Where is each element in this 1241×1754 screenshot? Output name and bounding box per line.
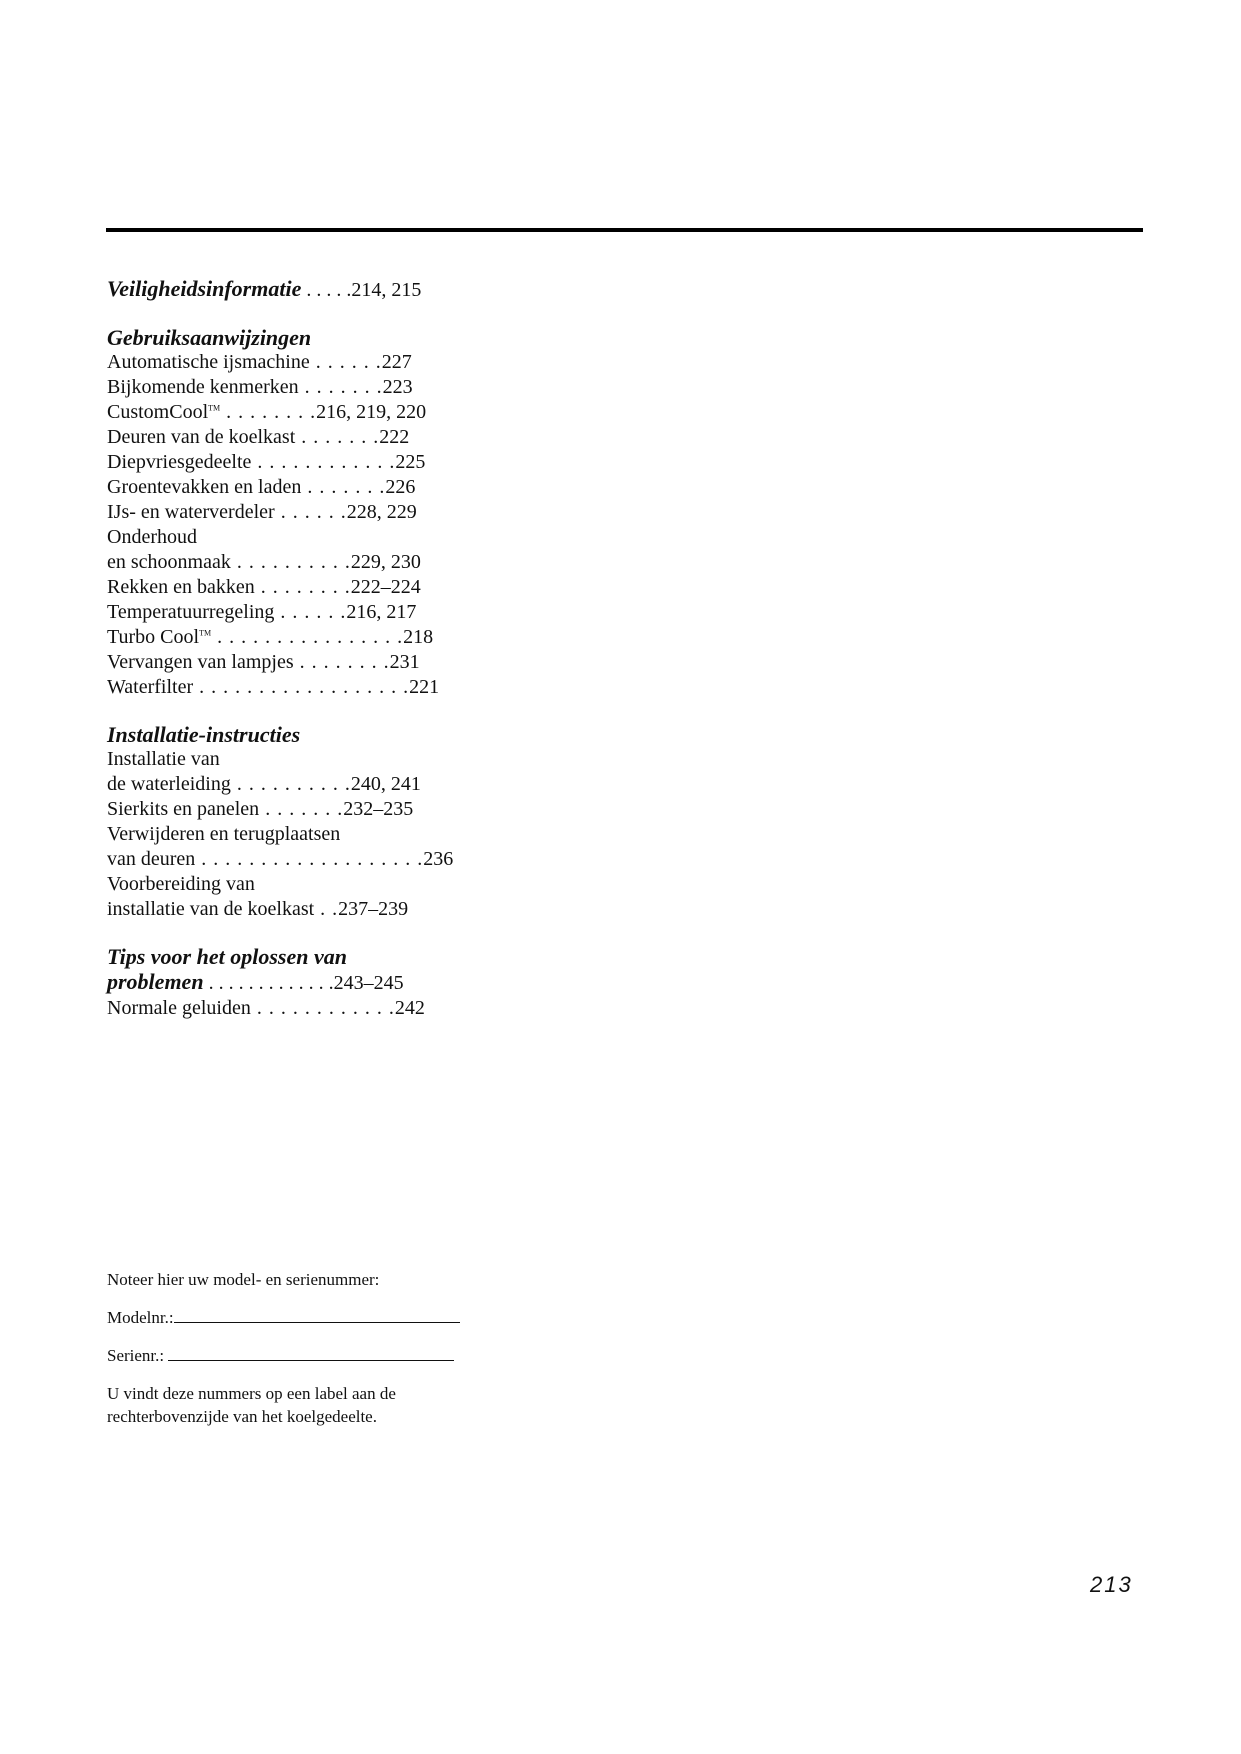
- entry-label: Normale geluiden: [107, 997, 251, 1019]
- toc-entry: [107, 772, 467, 797]
- entry-label: CustomCool: [107, 401, 209, 423]
- toc-entry-first-line: [107, 747, 467, 772]
- leader-dots: . . . . . . .: [295, 426, 380, 448]
- leader-dots: . . . . . . . . . .: [230, 773, 351, 795]
- page-ref: 228, 229: [346, 501, 417, 523]
- section-safety: [107, 276, 467, 303]
- entry-label: Vervangen van lampjes: [107, 651, 294, 673]
- usage-heading: Gebruiksaanwijzingen: [107, 325, 312, 350]
- page-ref: 222: [379, 426, 410, 448]
- toc-entry: [107, 425, 467, 450]
- leader-dots: . . . . . . . . . . . . . . . . . . .: [195, 848, 424, 870]
- leader-dots: . . . . .: [301, 279, 352, 301]
- toc-entry: [107, 400, 467, 425]
- page-number: 213: [1090, 1572, 1133, 1597]
- entry-label: Onderhoud: [107, 526, 197, 548]
- entry-label: Turbo Cool: [107, 626, 200, 648]
- page-ref: 237–239: [338, 898, 409, 920]
- entry-label: Deuren van de koelkast: [107, 426, 296, 448]
- entry-label: Voorbereiding van: [107, 873, 255, 895]
- entry-label: Verwijderen en terugplaatsen: [107, 823, 341, 845]
- page-ref: 216, 217: [346, 601, 417, 623]
- toc-entry: [107, 675, 467, 700]
- top-rule: [106, 228, 1143, 232]
- toc-entry: [107, 600, 467, 625]
- toc-entry-first-line: [107, 872, 467, 897]
- toc-entry: [107, 450, 467, 475]
- entry-label: Bijkomende kenmerken: [107, 376, 299, 398]
- entry-label: Installatie van: [107, 748, 220, 770]
- troubleshooting-heading-line2: problemen: [107, 969, 204, 994]
- entry-label: Automatische ijsmachine: [107, 351, 310, 373]
- toc-entry: [107, 650, 467, 675]
- leader-dots: . . . . . . . . . . . .: [251, 451, 396, 473]
- page-ref: 216, 219, 220: [316, 401, 427, 423]
- safety-heading-entry: [107, 276, 467, 303]
- entry-label: Waterfilter: [107, 676, 194, 698]
- page-ref: 226: [385, 476, 416, 498]
- toc-entry: [107, 996, 467, 1021]
- page-ref: 231: [389, 651, 420, 673]
- page-ref: 222–224: [350, 576, 421, 598]
- toc-entry-first-line: [107, 525, 467, 550]
- page-ref: 223: [382, 376, 413, 398]
- leader-dots: . . . . . . .: [298, 376, 383, 398]
- entry-continuation: en schoonmaak: [107, 551, 231, 573]
- toc-entry: [107, 797, 467, 822]
- installation-heading: Installatie-instructies: [107, 722, 301, 747]
- page-ref: 242: [394, 997, 425, 1019]
- entry-continuation: installatie van de koelkast: [107, 898, 315, 920]
- entry-label: Groentevakken en laden: [107, 476, 302, 498]
- toc-entry: [107, 500, 467, 525]
- model-number-line: [174, 1306, 460, 1323]
- page-ref: 214, 215: [351, 279, 422, 301]
- trademark-mark: TM: [199, 628, 212, 638]
- toc-entry: [107, 475, 467, 500]
- leader-dots: . . . . . . . . . . . . .: [203, 972, 334, 994]
- entry-label: Sierkits en panelen: [107, 798, 260, 820]
- leader-dots: . . . . . . . .: [254, 576, 351, 598]
- leader-dots: . . . . . . . .: [220, 401, 317, 423]
- page-ref: 229, 230: [350, 551, 421, 573]
- entry-label: Temperatuurregeling: [107, 601, 275, 623]
- trademark-mark: TM: [208, 403, 221, 413]
- entry-label: Diepvriesgedeelte: [107, 451, 252, 473]
- leader-dots: . . . . . .: [309, 351, 382, 373]
- page-ref: 232–235: [343, 798, 414, 820]
- serial-number-field: [107, 1344, 487, 1366]
- troubleshooting-heading-entry: [107, 969, 467, 996]
- serial-number-label: Serienr.:: [107, 1346, 169, 1365]
- page-ref: 218: [403, 626, 434, 648]
- troubleshooting-heading: Tips voor het oplossen van: [107, 944, 347, 969]
- page-ref: 227: [381, 351, 412, 373]
- toc-entry-first-line: [107, 822, 467, 847]
- toc-entry: [107, 625, 467, 650]
- model-number-field: [107, 1306, 487, 1328]
- model-serial-block: [107, 1270, 487, 1428]
- toc-entry: [107, 550, 467, 575]
- page-ref: 240, 241: [350, 773, 421, 795]
- entry-label: Rekken en bakken: [107, 576, 255, 598]
- safety-heading: Veiligheidsinformatie: [107, 276, 302, 301]
- serial-number-line: [168, 1344, 454, 1361]
- section-installation: [107, 722, 467, 922]
- toc-entry: [107, 350, 467, 375]
- toc-entry: [107, 897, 467, 922]
- page-ref: 221: [409, 676, 440, 698]
- page-ref: 236: [423, 848, 454, 870]
- leader-dots: . .: [314, 898, 339, 920]
- leader-dots: . . . . . .: [274, 601, 347, 623]
- leader-dots: . . . . . . . . . .: [230, 551, 351, 573]
- leader-dots: . . . . . . . . . . . .: [250, 997, 395, 1019]
- page-ref: 243–245: [333, 972, 404, 994]
- model-number-label: Modelnr.:: [107, 1308, 174, 1327]
- section-usage: [107, 325, 467, 700]
- table-of-contents: [107, 276, 467, 1043]
- toc-entry: [107, 847, 467, 872]
- leader-dots: . . . . . . .: [301, 476, 386, 498]
- entry-label: IJs- en waterverdeler: [107, 501, 275, 523]
- leader-dots: . . . . . . . . . . . . . . . .: [211, 626, 404, 648]
- leader-dots: . . . . . . . .: [293, 651, 390, 673]
- leader-dots: . . . . . . . . . . . . . . . . . .: [193, 676, 410, 698]
- model-serial-prompt: Noteer hier uw model- en serienummer:: [107, 1270, 380, 1289]
- page-ref: 225: [395, 451, 426, 473]
- section-troubleshooting: [107, 944, 467, 1021]
- label-location-note: U vindt deze nummers op een label aan de rechterbovenzijde van het koelgedeelte.: [107, 1384, 396, 1426]
- entry-continuation: de waterleiding: [107, 773, 231, 795]
- toc-entry: [107, 575, 467, 600]
- entry-continuation: van deuren: [107, 848, 196, 870]
- toc-entry: [107, 375, 467, 400]
- leader-dots: . . . . . . .: [259, 798, 344, 820]
- leader-dots: . . . . . .: [274, 501, 347, 523]
